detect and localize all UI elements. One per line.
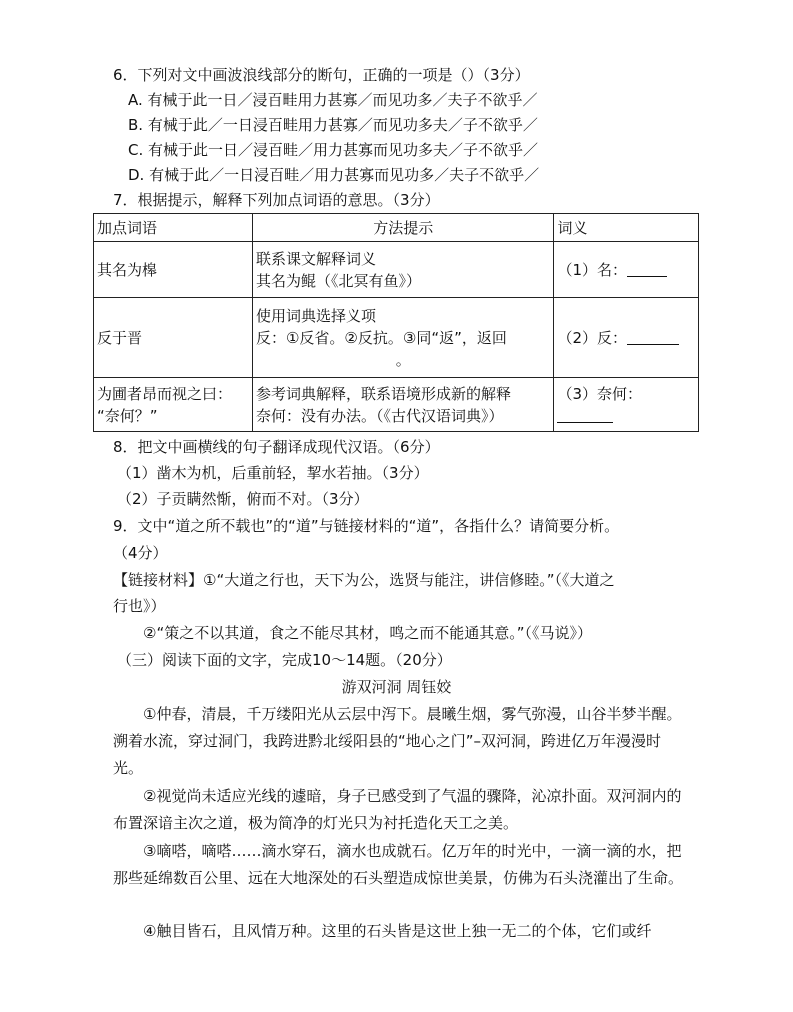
vocab-table [93, 213, 699, 432]
article-paragraph: ④触目皆石，且风情万种。这里的石头皆是这世上独一无二的个体，它们或纤 [143, 922, 652, 940]
hint-line: 联系课文解释词义 [255, 249, 376, 268]
q6-option-c: C. 有械于此一日／浸百畦／用力甚寡而见功多夫／子不欲乎／ [128, 141, 539, 159]
table-row [94, 242, 699, 298]
answer-blank[interactable] [557, 406, 613, 423]
meaning-label: （1）名： [557, 260, 627, 279]
article-paragraph: ①仲春，清晨，千万缕阳光从云层中泻下。晨曦生烟，雾气弥漫，山谷半梦半醒。溯着水流，穿过洞门，我跨进黔北绥阳县的“地心之门”–双河洞，跨进亿万年漫漫时光。 [113, 705, 682, 777]
cell-word: 其名为槔 [94, 242, 253, 298]
cell-meaning [554, 378, 699, 432]
meaning-label: （2）反： [557, 328, 627, 347]
linked-material-1-source: 行也》） [113, 597, 166, 615]
cell-meaning [554, 242, 699, 298]
header-hint: 方法提示 [252, 214, 553, 242]
cell-word: 反于晋 [94, 298, 253, 378]
cell-hint [252, 298, 553, 378]
q7-stem: 7．根据提示，解释下列加点词语的意思。（3分） [113, 191, 440, 209]
hint-line: 使用词典选择义项 [255, 306, 376, 325]
cell-word [94, 378, 253, 432]
hint-line: 。 [395, 350, 411, 369]
q6-option-d: D. 有械于此／一日浸百畦／用力甚寡而见功多／夫子不欲乎／ [128, 166, 540, 184]
hint-line: 反：①反省。②反抗。③同“返”，返回 [255, 328, 507, 347]
table-header-row [94, 214, 699, 242]
article-title: 游双河洞 周钰姣 [341, 678, 452, 696]
linked-material-1: 【链接材料】①“大道之行也，天下为公，选贤与能注，讲信修睦。”（《大道之 [113, 571, 615, 589]
article-paragraph: ③嘀嗒，嘀嗒……滴水穿石，滴水也成就石。亿万年的时光中，一滴一滴的水，把那些延绵数百公里、远在大地深处的石头塑造成惊世美景，仿佛为石头浇灌出了生命。 [113, 842, 684, 887]
q9-stem: 9．文中“道之所不载也”的“道”与链接材料的“道”，各指什么？请简要分析。 [113, 517, 620, 535]
cell-hint [252, 242, 553, 298]
hint-line: 其名为鲲（《北冥有鱼》） [255, 271, 421, 290]
section-heading: （三）阅读下面的文字，完成10～14题。（20分） [117, 651, 452, 669]
table-row [94, 378, 699, 432]
q6-stem: 6．下列对文中画波浪线部分的断句，正确的一项是（）（3分） [113, 66, 530, 84]
q6-option-a: A. 有械于此一日／浸百畦用力甚寡／而见功多／夫子不欲乎／ [128, 91, 538, 109]
q8-item-1: （1）凿木为机，后重前轻，挈水若抽。（3分） [117, 464, 429, 482]
header-meaning: 词义 [554, 214, 699, 242]
meaning-label: （3）奈何： [557, 384, 642, 403]
answer-blank[interactable] [627, 328, 679, 345]
q8-stem: 8．把文中画横线的句子翻译成现代汉语。（6分） [113, 438, 440, 456]
article-paragraph: ②视觉尚未适应光线的遽暗，身子已感受到了气温的骤降，沁凉扑面。双河洞内的布置深谙主次之道，极为简净的灯光只为衬托造化天工之美。 [113, 787, 682, 832]
linked-material-2: ②“策之不以其道，食之不能尽其材，鸣之而不能通其意。”（《马说》） [143, 624, 592, 642]
cell-meaning [554, 298, 699, 378]
answer-blank[interactable] [627, 260, 667, 277]
cell-hint [252, 378, 553, 432]
word-line: 为圃者昂而视之曰： [97, 384, 233, 403]
header-word: 加点词语 [94, 214, 253, 242]
q8-item-2: （2）子贡瞒然惭，俯而不对。（3分） [117, 490, 369, 508]
q6-option-b: B. 有械于此／一日浸百畦用力甚寡／而见功多夫／子不欲乎／ [128, 116, 538, 134]
table-row [94, 298, 699, 378]
word-line: “奈何？” [97, 406, 158, 425]
hint-line: 奈何：没有办法。（《古代汉语词典》） [255, 406, 504, 425]
q9-stem-score: （4分） [113, 544, 168, 562]
hint-line: 参考词典解释，联系语境形成新的解释 [255, 384, 511, 403]
